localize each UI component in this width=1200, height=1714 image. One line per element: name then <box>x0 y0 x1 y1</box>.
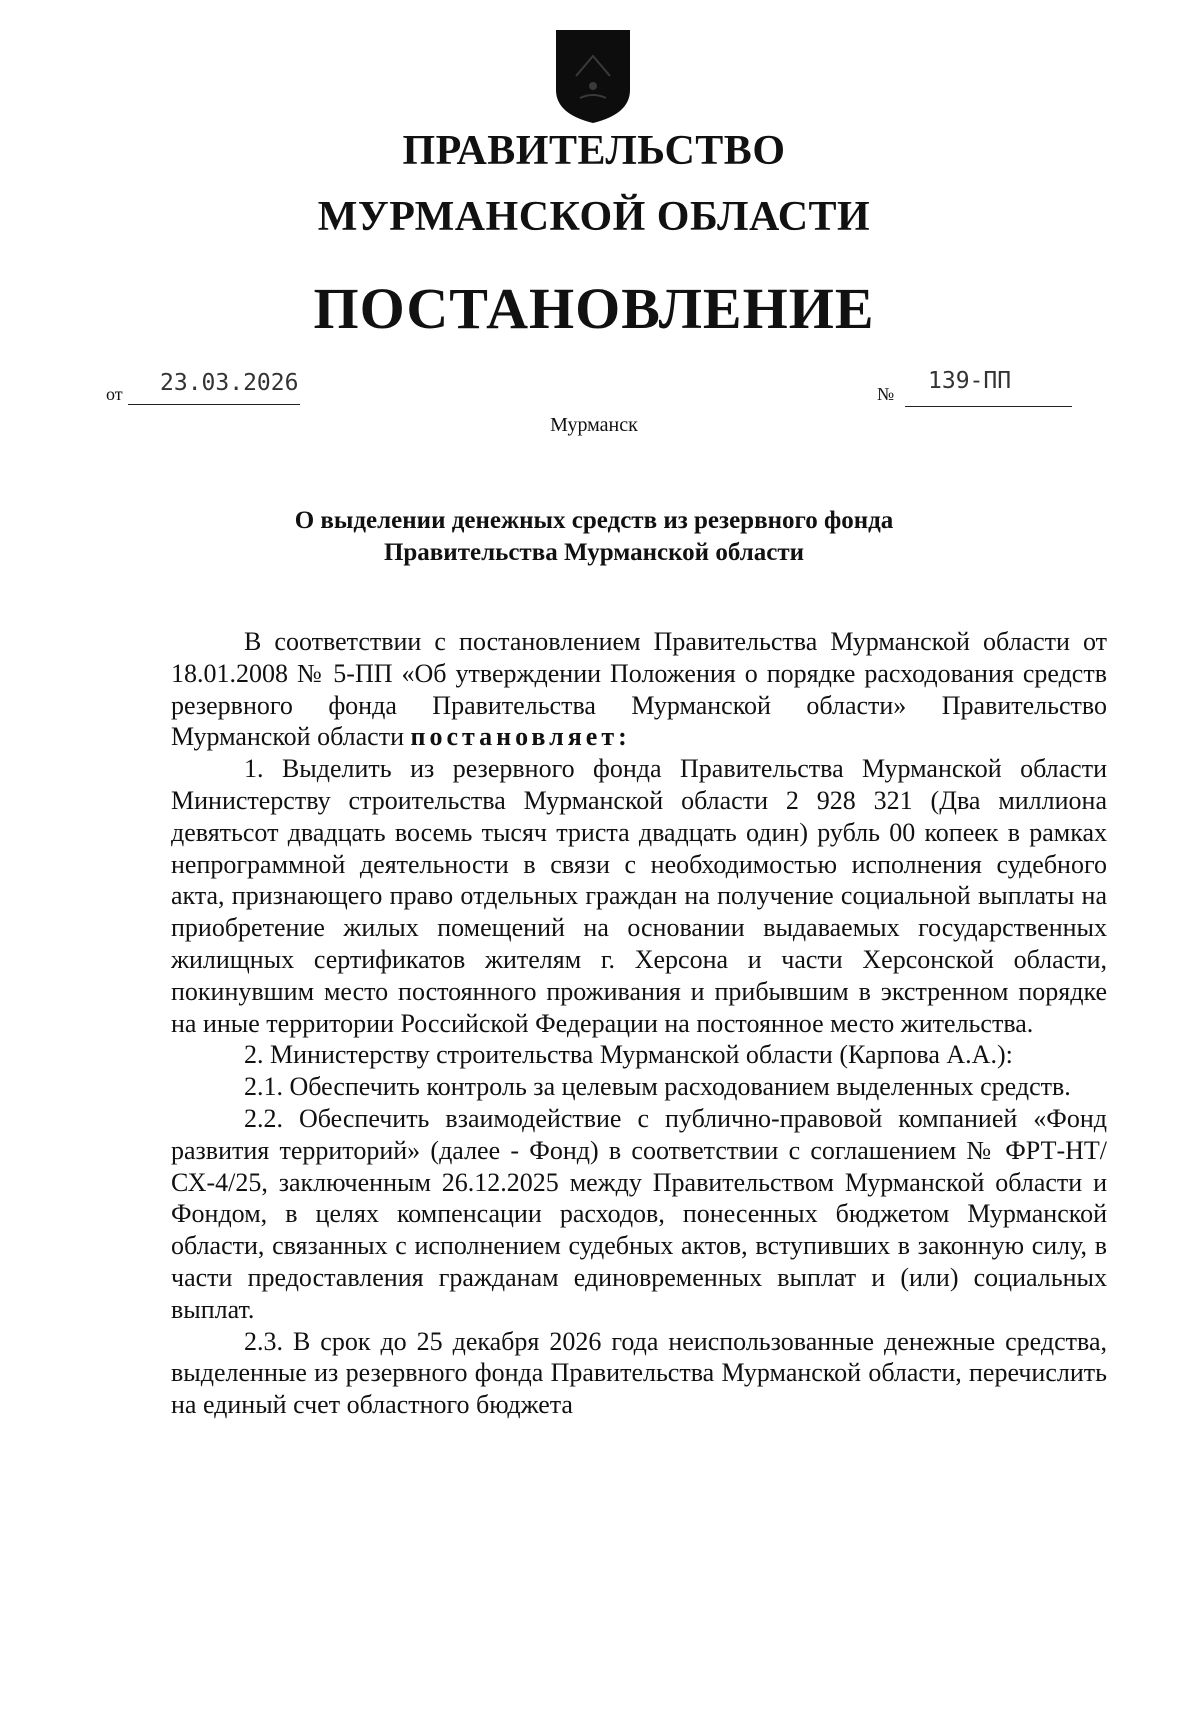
document-date: 23.03.2026 <box>160 370 299 396</box>
government-title-line2: МУРМАНСКОЙ ОБЛАСТИ <box>317 194 871 240</box>
number-underline <box>905 406 1072 407</box>
number-prefix: № <box>877 384 895 404</box>
subject-line1: О выделении денежных средств из резервного фонда <box>294 507 894 534</box>
document-type-title: ПОСТАНОВЛЕНИЕ <box>313 276 875 341</box>
clause-2-3: 2.3. В срок до 25 декабря 2026 года неиспользованные денежные средства, выделенные из резервного фонда Правительства Мурманской области, перечислить на единый счет областного бюджета <box>171 1326 1107 1420</box>
date-underline <box>128 404 300 405</box>
subject-line2: Правительства Мурманской области <box>383 539 805 566</box>
clause-2: 2. Министерству строительства Мурманской области (Карпова А.А.): <box>244 1040 1013 1070</box>
clause-2-1: 2.1. Обеспечить контроль за целевым расходованием выделенных средств. <box>244 1072 1071 1102</box>
document-body <box>171 626 1107 1421</box>
preamble-text: В соответствии с постановлением Правительства Мурманской области от 18.01.2008 № 5-ПП «Об утверждении Положения о порядке расходования средств резервного фонда Правительства Мурманской области» Правительство Мурманской области <box>171 627 1107 752</box>
document-subject <box>0 505 1188 569</box>
clause-1: 1. Выделить из резервного фонда Правительства Мурманской области Министерству строительства Мурманской области 2 928 321 (Два миллиона девятьсот двадцать восемь тысяч триста двадцать один) рубль 00 копеек в рамках непрограммной деятельности в связи с необходимостью исполнения судебного акта, признающего право отдельных граждан на получение социальной выплаты на приобретение жилых помещений на основании выдаваемых государственных жилищных сертификатов жителям г. Херсона и части Херсонской области, покинувшим место постоянного проживания и прибывшим в экстренном порядке на иные территории Российской Федерации на постоянное место жительства. <box>171 754 1107 1038</box>
coat-of-arms-emblem <box>552 28 634 124</box>
decree-word: постановляет: <box>410 722 631 752</box>
preamble-paragraph <box>171 626 1107 753</box>
clause-2-2: 2.2. Обеспечить взаимодействие с публично-правовой компанией «Фонд развития территорий» (далее - Фонд) в соответствии с соглашением № ФРТ-НТ/СХ-4/25, заключенным 26.12.2025 между Правительством Мурманской области и Фондом, в целях компенсации расходов, понесенных бюджетом Мурманской области, связанных с исполнением судебных актов, вступивших в законную силу, в части предоставления гражданам единовременных выплат и (или) социальных выплат. <box>171 1103 1107 1324</box>
date-prefix: от <box>106 384 123 404</box>
government-title-line1: ПРАВИТЕЛЬСТВО <box>402 128 786 174</box>
city-name: Мурманск <box>550 414 638 436</box>
document-number: 139-ПП <box>928 368 1012 394</box>
